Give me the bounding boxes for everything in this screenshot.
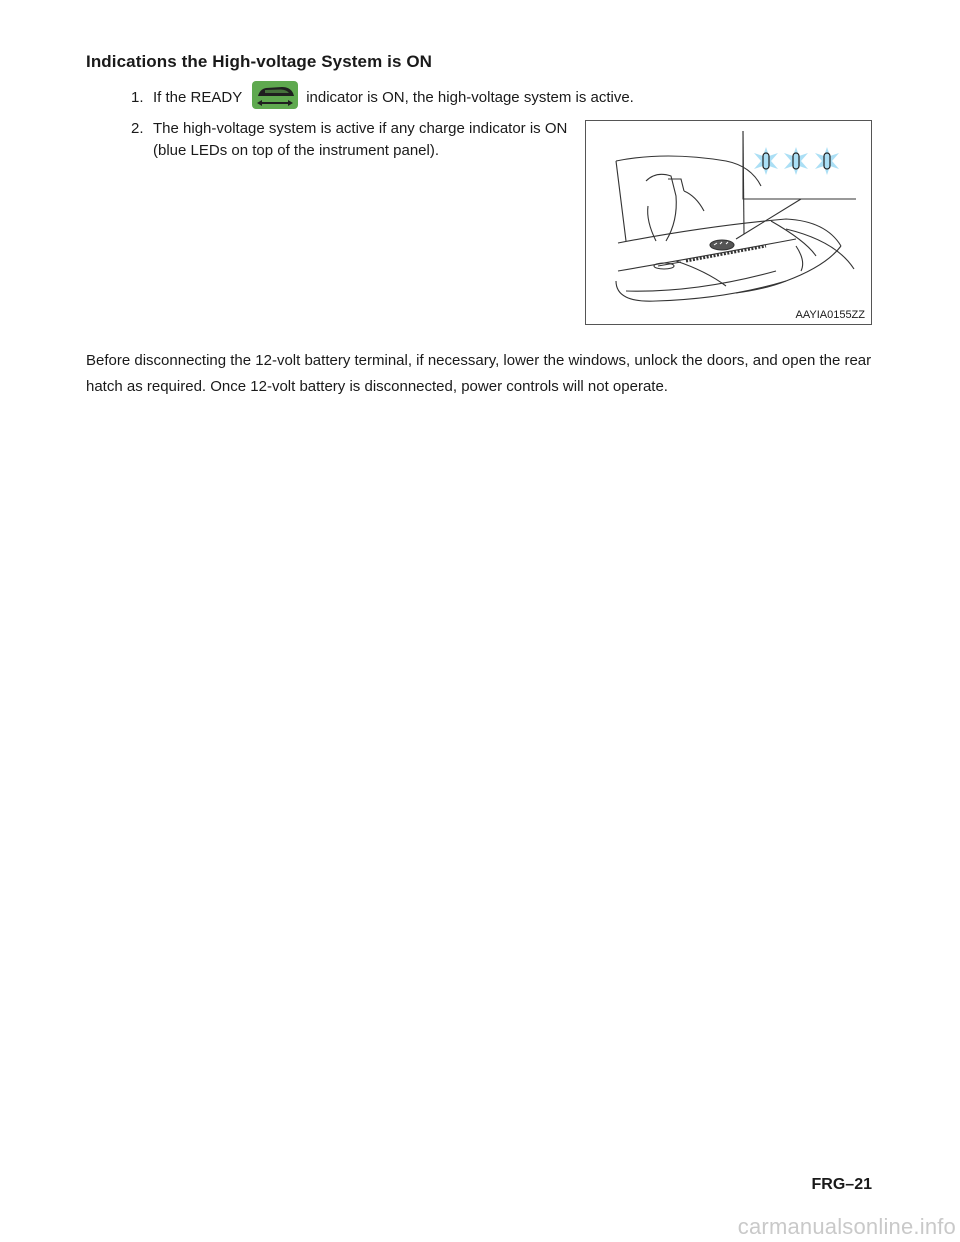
charge-indicator-leds bbox=[754, 147, 839, 175]
list-item bbox=[131, 87, 731, 109]
step-number: 2. bbox=[131, 120, 144, 137]
step-text bbox=[153, 87, 634, 109]
step-text-before: If the READY bbox=[153, 89, 243, 106]
page-number: FRG–21 bbox=[811, 1176, 872, 1193]
instrument-panel-figure bbox=[585, 120, 872, 325]
step-text: The high-voltage system is active if any charge indicator is ON (blue LEDs on top of the instrument panel). bbox=[153, 120, 568, 159]
figure-code: AAYIA0155ZZ bbox=[795, 309, 865, 321]
step-text-after: indicator is ON, the high-voltage system is active. bbox=[306, 89, 634, 106]
step-number: 1. bbox=[131, 89, 144, 106]
charge-indicator-leds-illustration bbox=[586, 121, 871, 324]
body-paragraph: Before disconnecting the 12-volt battery terminal, if necessary, lower the windows, unlock the doors, and open the rear hatch as required. Once 12-volt battery is disconnected, power controls will not operate. bbox=[86, 352, 872, 395]
section-heading: Indications the High-voltage System is ON bbox=[86, 52, 433, 71]
footer-watermark: carmanualsonline.info bbox=[737, 1214, 956, 1239]
list-item bbox=[131, 118, 571, 166]
ready-indicator-icon bbox=[252, 81, 298, 109]
